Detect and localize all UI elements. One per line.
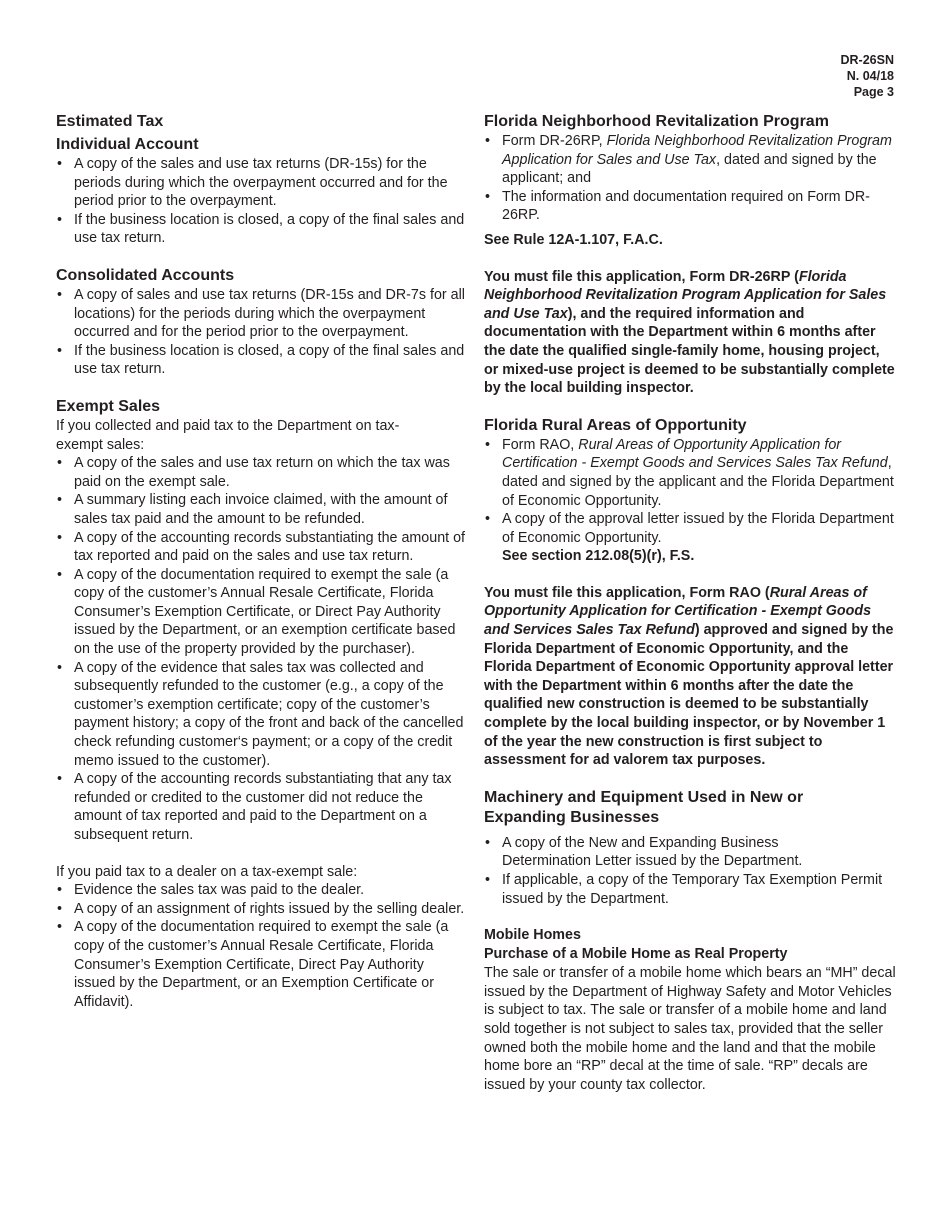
list-item: • The information and documentation required on Form DR-26RP. — [484, 188, 896, 225]
form-header — [841, 52, 895, 100]
page-number: Page 3 — [853, 85, 894, 99]
list-item: • A copy of the evidence that sales tax was collected and subsequently refunded to the customer (e.g., a copy of the customer’s exemption certificate; copy of the customer’s payment history; a copy of the front and back of the cancelled check refunding customer‘s payment; or a copy of the credit memo issued to the customer). — [56, 659, 466, 771]
list-item: • Form RAO, Rural Areas of Opportunity Application for Certification - Exempt Goods and Services Sales Tax Refund, dated and signed by the applicant and the Florida Department of Economic Opportunity. — [484, 436, 896, 510]
mobile-homes-subheading: Purchase of a Mobile Home as Real Property — [484, 946, 788, 963]
frao-statute: See section 212.08(5)(r), F.S. — [502, 548, 695, 565]
list-item: • Form DR-26RP, Florida Neighborhood Revitalization Program Application for Sales and Use Tax, dated and signed by the applicant; and — [484, 132, 896, 188]
exempt-sales-intro: If you collected and paid tax to the Department on tax-exempt sales: — [56, 417, 400, 453]
list-item: • A copy of the approval letter issued by the Florida Department of Economic Opportunity. See section 212.08(5)(r), F.S. — [484, 510, 896, 566]
list-item: • A copy of the documentation required to exempt the sale (a copy of the customer’s Annual Resale Certificate, Florida Consumer’s Exemption Certificate, Direct Pay Authority issued by the Department, or an Exemption Certificate or Affidavit). — [56, 918, 466, 1011]
list-item: • A copy of sales and use tax returns (DR-15s and DR-7s for all locations) for the periods during which the overpayment occurred and for the period prior to the overpayment. — [56, 286, 466, 342]
machinery-heading: Machinery and Equipment Used in New or Expanding Businesses — [484, 788, 804, 826]
fnrp-list — [484, 132, 896, 225]
list-item: • If the business location is closed, a copy of the final sales and use tax return. — [56, 342, 466, 379]
left-column — [56, 112, 466, 1011]
fnrp-rule: See Rule 12A-1.107, F.A.C. — [484, 231, 663, 248]
form-id: DR-26SN — [840, 53, 894, 67]
consolidated-accounts-list — [56, 286, 466, 379]
exempt-sales-list — [56, 454, 466, 844]
list-item: • If applicable, a copy of the Temporary Tax Exemption Permit issued by the Department. — [484, 871, 896, 908]
list-item: • Evidence the sales tax was paid to the dealer. — [56, 881, 466, 900]
dealer-list — [56, 881, 466, 1011]
consolidated-accounts-heading: Consolidated Accounts — [56, 266, 235, 284]
estimated-tax-heading: Estimated Tax — [56, 113, 164, 130]
mobile-homes-heading: Mobile Homes — [484, 927, 581, 944]
list-item: • A copy of the documentation required to exempt the sale (a copy of the customer’s Annual Resale Certificate, Florida Consumer’s Exemption Certificate, or Direct Pay Authority issued by the Department, or an exemption certificate based on the use of the property provided by the purchaser). — [56, 566, 466, 659]
exempt-sales-heading: Exempt Sales — [56, 397, 161, 415]
list-item: • A copy of the sales and use tax return on which the tax was paid on the exempt sale. — [56, 454, 466, 491]
frao-list — [484, 436, 896, 566]
machinery-list — [484, 834, 896, 908]
form-revision: N. 04/18 — [846, 69, 894, 83]
list-item: • A copy of the New and Expanding Business Determination Letter issued by the Department. — [484, 834, 896, 871]
list-item: • A summary listing each invoice claimed, with the amount of sales tax paid and the amount to be refunded. — [56, 491, 466, 528]
frao-notice: You must file this application, Form RAO (Rural Areas of Opportunity Application for Certification - Exempt Goods and Services Sales Tax Refund) approved and signed by the Florida Department of Economic Opportunity, and the Florida Department of Economic Opportunity approval letter with the Department within 6 months after the date the qualified new construction is deemed to be substantially complete by the local building inspector, or by November 1 of the year the new construction is first subject to assessment for ad valorem tax purposes. — [484, 584, 894, 769]
list-item: • A copy of an assignment of rights issued by the selling dealer. — [56, 900, 466, 919]
list-item: • A copy of the sales and use tax returns (DR-15s) for the periods during which the overpayment occurred and for the period prior to the overpayment. — [56, 155, 466, 211]
list-item: • A copy of the accounting records substantiating the amount of tax reported and paid on the sales and use tax return. — [56, 529, 466, 566]
right-column — [484, 112, 896, 1094]
dealer-intro: If you paid tax to a dealer on a tax-exempt sale: — [56, 863, 358, 880]
individual-account-heading: Individual Account — [56, 136, 199, 153]
frao-heading: Florida Rural Areas of Opportunity — [484, 416, 747, 434]
individual-account-list — [56, 155, 466, 248]
fnrp-heading: Florida Neighborhood Revitalization Program — [484, 113, 829, 130]
list-item: • A copy of the accounting records substantiating that any tax refunded or credited to the customer did not reduce the amount of tax reported and paid to the Department on a subsequent return. — [56, 770, 466, 844]
list-item: • If the business location is closed, a copy of the final sales and use tax return. — [56, 211, 466, 248]
fnrp-notice: You must file this application, Form DR-26RP (Florida Neighborhood Revitalization Program Application for Sales and Use Tax), and the required information and documentation with the Department within 6 months after the date the qualified single-family home, housing project, or mixed-use project is deemed to be substantially complete by the local building inspector. — [484, 268, 895, 397]
mobile-homes-body: The sale or transfer of a mobile home which bears an “MH” decal issued by the Department of Highway Safety and Motor Vehicles is subject to tax. The sale or transfer of a mobile home and land sold together is not subject to sales tax, provided that the seller owned both the mobile home and the land and that the mobile home bore an “RP” decal at the time of sale. “RP” decals are issued by your county tax collector. — [484, 965, 896, 1093]
